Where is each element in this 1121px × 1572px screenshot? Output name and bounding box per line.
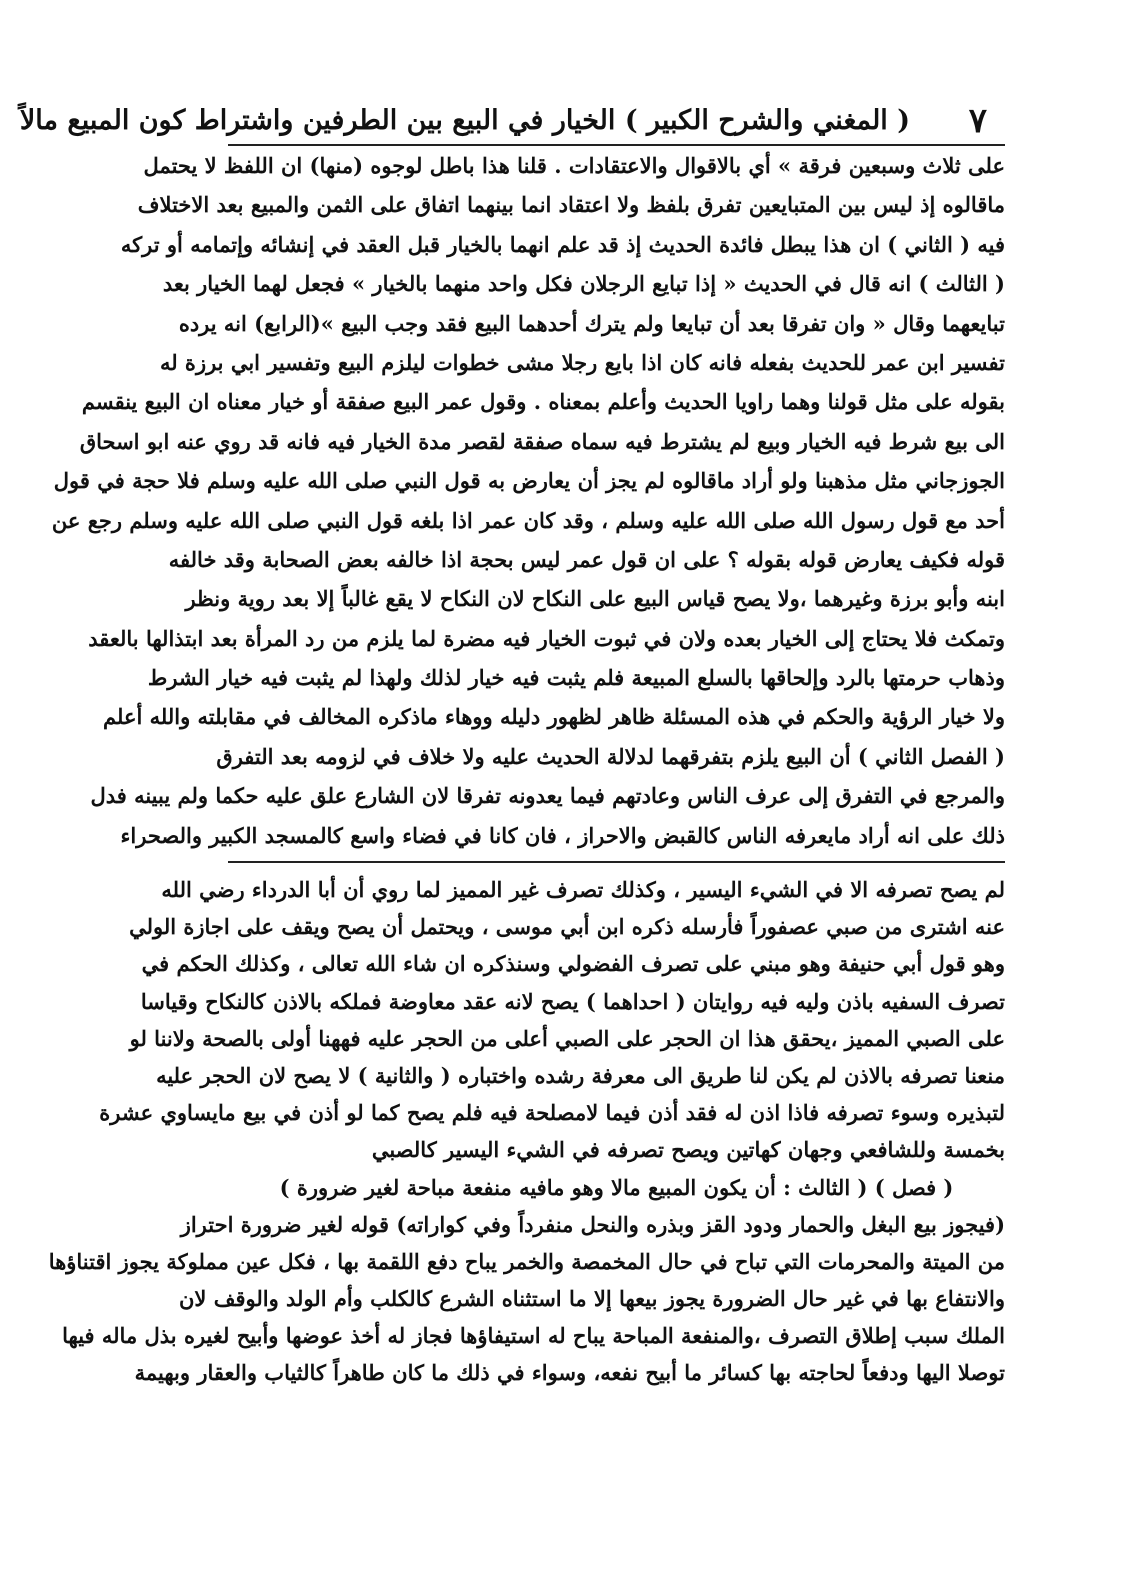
commentary-text [48,871,1005,1392]
text-line: ذلك على انه أراد مايعرفه الناس كالقبض والاحراز ، فان كانا في فضاء واسع كالمسجد الكبير والصحراء [120,822,1005,848]
text-line: والمرجع في التفرق إلى عرف الناس وعادتهم فيما يعدونه تفرقا لان الشارع علق عليه حكما ولم يبينه فدل [90,783,1005,809]
text-line: ( الفصل الثاني ) أن البيع يلزم بتفرقهما لدلالة الحديث عليه ولا خلاف في لزومه بعد التفرق [216,743,1005,769]
text-line: قوله فكيف يعارض قوله بقوله ؟ على ان قول عمر ليس بحجة اذا خالفه بعض الصحابة وقد خالفه [168,546,1005,572]
running-header [19,98,1005,146]
text-line: تفسير ابن عمر للحديث بفعله فانه كان اذا بايع رجلا مشى خطوات ليلزم البيع وتفسير ابي برزة له [159,349,1005,375]
text-line: لتبذيره وسوء تصرفه فاذا اذن له فقد أذن فيما لامصلحة فيه فلم يصح كما لو أذن في بيع مايساوي عشرة [99,1100,1005,1126]
text-line: الى بيع شرط فيه الخيار وبيع لم يشترط فيه سماه صفقة لقصر مدة الخيار فيه فانه قد روي عنه ابو اسحاق [79,428,1005,454]
text-line: ولا خيار الرؤية والحكم في هذه المسئلة ظاهر لظهور دليله ووهاء ماذكره المخالف في مقابلته والله أعلم [103,704,1005,730]
text-line: عنه اشترى من صبي عصفوراً فأرسله ذكره ابن أبي موسى ، ويحتمل أن يصح ويقف على اجازة الولي [129,914,1005,940]
document-page [19,98,1005,1392]
text-line: على الصبي المميز ،يحقق هذا ان الحجر على الصبي أعلى من الحجر عليه فههنا أولى بالصحة ولاننا لو [129,1025,1005,1051]
text-line: وتمكث فلا يحتاج إلى الخيار بعده ولان في ثبوت الخيار فيه مضرة لما يلزم من رد المرأة بعد ابتذالها بالعقد [88,625,1005,651]
text-line: فيه ( الثاني ) ان هذا يبطل فائدة الحديث إذ قد علم انهما بالخيار قبل العقد في إنشائه وإتمامه أو تركه [120,231,1005,257]
text-line: ماقالوه إذ ليس بين المتبايعين تفرق بلفظ ولا اعتقاد انما بينهما اتفاق على الثمن والمبيع بعد الاختلاف [137,192,1005,218]
footnote-divider [228,861,1005,863]
text-line: وهو قول أبي حنيفة وهو مبني على تصرف الفضولي وسنذكره ان شاء الله تعالى ، وكذلك الحكم في [141,951,1005,977]
text-line: توصلا اليها ودفعاً لحاجته بها كسائر ما أبيح نفعه، وسواء في ذلك ما كان طاهراً كالثياب والعقار وبهيمة [134,1360,1005,1386]
text-line: ( الثالث ) انه قال في الحديث « إذا تبايع الرجلان فكل واحد منهما بالخيار » فجعل لهما الخيار بعد [162,271,1005,297]
text-line: تصرف السفيه باذن وليه فيه روايتان ( احداهما ) يصح لانه عقد معاوضة فملكه بالاذن كالنكاح وقياسا [140,988,1005,1014]
text-line: الجوزجاني مثل مذهبنا ولو أراد ماقالوه لم يجز أن يعارض به قول النبي صلى الله عليه وسلم فلا حجة في قول [53,468,1005,494]
text-line: ( فصل ) ( الثالث : أن يكون المبيع مالا وهو مافيه منفعة مباحة لغير ضرورة ) [279,1174,954,1200]
text-line: بقوله على مثل قولنا وهما راويا الحديث وأعلم بمعناه . وقول عمر البيع صفقة أو خيار معناه ان البيع ينقسم [81,389,1005,415]
main-text [51,146,1005,855]
text-line: وذهاب حرمتها بالرد وإلحاقها بالسلع المبيعة فلم يثبت فيه خيار لذلك ولهذا لم يثبت فيه خيار الشرط [147,665,1005,691]
text-line: ابنه وأبو برزة وغيرهما ،ولا يصح قياس البيع على النكاح لان النكاح لا يقع غالباً إلا بعد روية ونظر [185,586,1005,612]
text-line: لم يصح تصرفه الا في الشيء اليسير ، وكذلك تصرف غير المميز لما روي أن أبا الدرداء رضي الله [161,877,1005,903]
text-line: من الميتة والمحرمات التي تباح في حال المخمصة والخمر يباح دفع اللقمة بها ، فكل عين مملوكة يجوز اقتناؤها [48,1248,1005,1274]
text-line: منعنا تصرفه بالاذن لم يكن لنا طريق الى معرفة رشده واختباره ( والثانية ) لا يصح لان الحجر عليه [156,1062,1005,1088]
text-line: (فيجوز بيع البغل والحمار ودود القز وبذره والنحل منفرداً وفي كواراته) قوله لغير ضرورة احتراز [180,1211,1005,1237]
text-line: تبايعهما وقال « وان تفرقا بعد أن تبايعا ولم يترك أحدهما البيع فقد وجب البيع »(الرابع) انه يرده [178,310,1005,336]
text-line: بخمسة وللشافعي وجهان كهاتين ويصح تصرفه في الشيء اليسير كالصبي [371,1137,1005,1163]
text-line: أحد مع قول رسول الله صلى الله عليه وسلم ، وقد كان عمر اذا بلغه قول النبي صلى الله عليه وسلم رجع عن [51,507,1005,533]
header-title: ( المغني والشرح الكبير ) الخيار في البيع بين الطرفين واشتراط كون المبيع مالاً [19,105,910,136]
text-line: والانتفاع بها في غير حال الضرورة يجوز بيعها إلا ما استثناه الشرع كالكلب وأم الولد والوقف لان [179,1286,1005,1312]
text-line: على ثلاث وسبعين فرقة » أي بالاقوال والاعتقادات . قلنا هذا باطل لوجوه (منها) ان اللفظ لا يحتمل [143,153,1005,178]
text-line: الملك سبب إطلاق التصرف ،والمنفعة المباحة يباح له استيفاؤها فجاز له أخذ عوضها وأبيح لغيره بذل ماله فيها [62,1323,1005,1349]
page-number: ٧ [968,101,987,141]
